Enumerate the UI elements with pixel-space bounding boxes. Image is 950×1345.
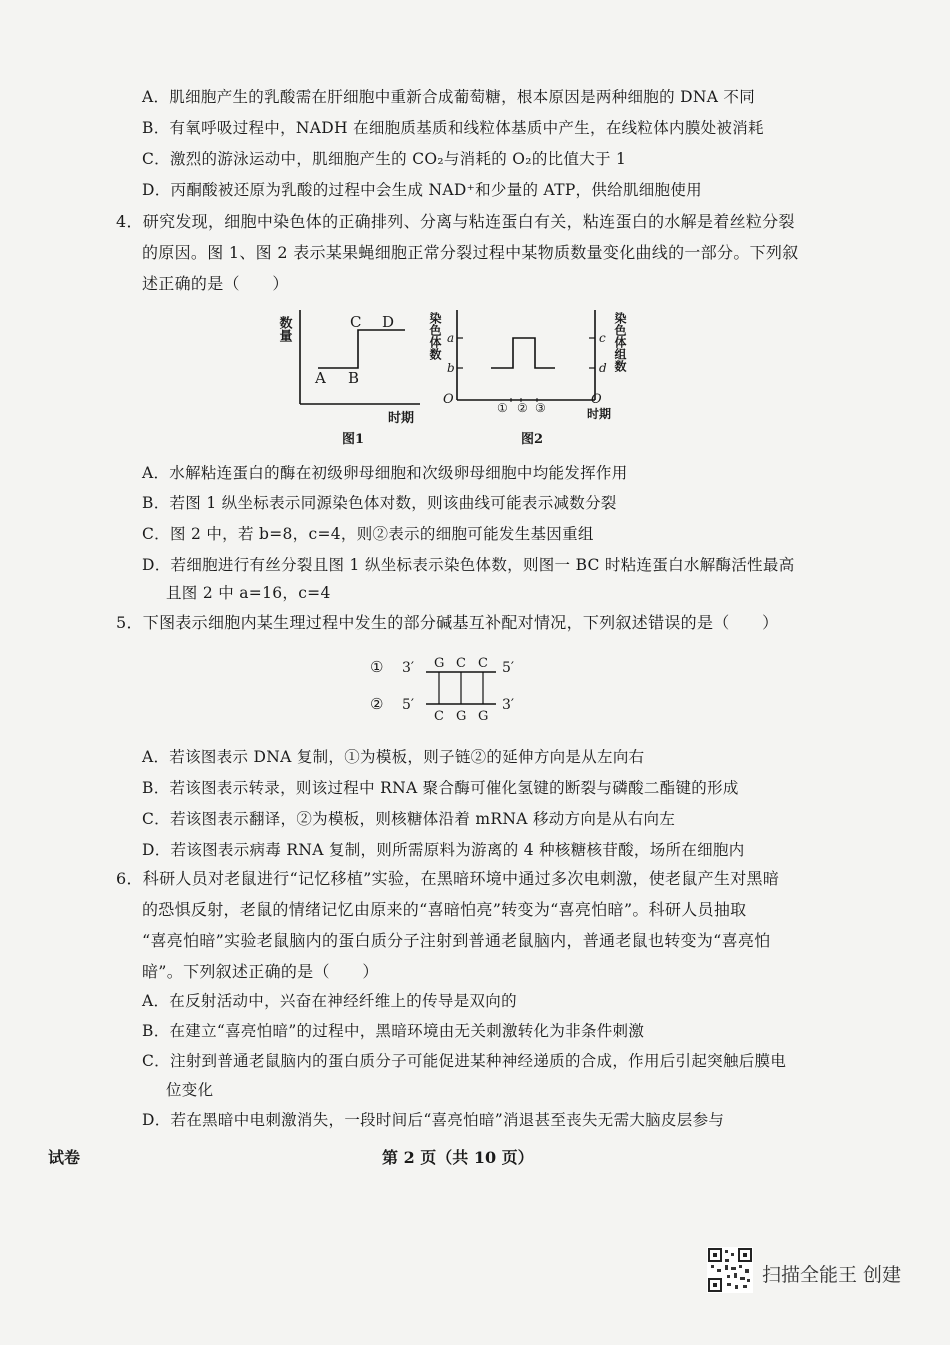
q6-option-a: A．在反射活动中，兴奋在神经纤维上的传导是双向的 [142, 992, 517, 1010]
q5-option-b: B．若该图表示转录，则该过程中 RNA 聚合酶可催化氢键的断裂与磷酸二酯键的形成 [142, 779, 739, 797]
q3-option-a: A．肌细胞产生的乳酸需在肝细胞中重新合成葡萄糖，根本原因是两种细胞的 DNA 不同 [142, 88, 756, 106]
strand-1-base-1: G [434, 656, 445, 671]
fig2-mark-2: ② [517, 401, 528, 415]
fig2-ylabel-right: 染色体组数 [613, 312, 627, 372]
fig1-point-d: D [382, 313, 395, 331]
q5-option-c: C．若该图表示翻译，②为模板，则核糖体沿着 mRNA 移动方向是从右向左 [142, 810, 676, 828]
fig2-tick-a: a [447, 331, 455, 345]
scanner-watermark: 扫描全能王 创建 [762, 1264, 902, 1286]
strand-2-base-3: G [478, 709, 489, 724]
q4-option-a: A．水解粘连蛋白的酶在初级卵母细胞和次级卵母细胞中均能发挥作用 [142, 464, 628, 482]
fig2-xlabel: 时期 [587, 407, 612, 421]
q6-stem-line4: 暗”。下列叙述正确的是（ ） [142, 962, 379, 981]
q4-option-d: D．若细胞进行有丝分裂且图 1 纵坐标表示染色体数，则图一 BC 时粘连蛋白水解酶活性最高 [142, 556, 795, 574]
fig2-caption: 图2 [521, 432, 544, 447]
q6-stem-line3: “喜亮怕暗”实验老鼠脑内的蛋白质分子注射到普通老鼠脑内，普通老鼠也转变为“喜亮怕 [142, 931, 771, 950]
q6-option-c: C．注射到普通老鼠脑内的蛋白质分子可能促进某种神经递质的合成，作用后引起突触后膜电 [142, 1052, 787, 1070]
fig2-tick-d: d [599, 361, 607, 375]
figure-1 [270, 300, 430, 450]
strand-1-base-2: C [456, 656, 466, 671]
strand-2-base-2: G [456, 709, 467, 724]
footer-label: 试卷 [48, 1148, 81, 1167]
q5-stem: 5．下图表示细胞内某生理过程中发生的部分碱基互补配对情况，下列叙述错误的是（ ） [116, 613, 779, 632]
q6-stem-line2: 的恐惧反射，老鼠的情绪记忆由原来的“喜暗怕亮”转变为“喜亮怕暗”。科研人员抽取 [142, 900, 747, 919]
fig2-tick-c: c [599, 331, 606, 345]
q6-option-d: D．若在黑暗中电刺激消失，一段时间后“喜亮怕暗”消退甚至丧失无需大脑皮层参与 [142, 1111, 725, 1129]
q4-stem-line3: 述正确的是（ ） [142, 274, 289, 293]
fig2-mark-1: ① [497, 401, 508, 415]
fig2-mark-3: ③ [535, 401, 546, 415]
fig1-curve [318, 330, 405, 368]
q3-option-c: C．激烈的游泳运动中，肌细胞产生的 CO₂与消耗的 O₂的比值大于 1 [142, 150, 627, 168]
strand-1-right-end: 5′ [502, 660, 515, 676]
q6-stem-line1: 6．科研人员对老鼠进行“记忆移植”实验，在黑暗环境中通过多次电刺激，使老鼠产生对黑暗 [116, 869, 780, 888]
fig2-tick-b: b [447, 361, 455, 375]
fig1-point-a: A [315, 369, 326, 387]
fig2-curve [491, 338, 555, 368]
q5-option-d: D．若该图表示病毒 RNA 复制，则所需原料为游离的 4 种核糖核苷酸，场所在细胞内 [142, 841, 745, 859]
fig2-origin-right: O [591, 392, 602, 407]
q4-stem-line1: 4．研究发现，细胞中染色体的正确排列、分离与粘连蛋白有关，粘连蛋白的水解是着丝粒分裂 [116, 212, 795, 231]
figure-2 [425, 300, 640, 450]
fig1-point-c: C [350, 313, 362, 331]
strand-1-left-end: 3′ [402, 660, 415, 676]
strand-1-base-3: C [478, 656, 488, 671]
qr-code-icon [707, 1247, 753, 1293]
q4-option-c: C．图 2 中，若 b=8，c=4，则②表示的细胞可能发生基因重组 [142, 525, 594, 543]
page-number: 第 2 页（共 10 页） [382, 1148, 534, 1167]
fig2-ylabel-left: 染色体数 [428, 312, 442, 360]
strand-2-label: ② [370, 695, 384, 713]
q5-option-a: A．若该图表示 DNA 复制，①为模板，则子链②的延伸方向是从左向右 [142, 748, 645, 766]
strand-2-right-end: 3′ [502, 697, 515, 713]
strand-2-left-end: 5′ [402, 697, 415, 713]
fig1-caption: 图1 [342, 432, 365, 447]
q4-option-b: B．若图 1 纵坐标表示同源染色体对数，则该曲线可能表示减数分裂 [142, 494, 617, 512]
q4-stem-line2: 的原因。图 1、图 2 表示某果蝇细胞正常分裂过程中某物质数量变化曲线的一部分。下列叙 [142, 243, 799, 262]
base-pairing-diagram [368, 652, 538, 728]
q3-option-d: D．丙酮酸被还原为乳酸的过程中会生成 NAD⁺和少量的 ATP，供给肌细胞使用 [142, 181, 702, 199]
fig1-point-b: B [348, 369, 360, 387]
fig1-ylabel: 数量 [276, 316, 292, 342]
fig2-origin-left: O [443, 392, 454, 407]
fig1-xlabel: 时期 [388, 411, 415, 426]
q3-option-b: B．有氧呼吸过程中，NADH 在细胞质基质和线粒体基质中产生，在线粒体内膜处被消耗 [142, 119, 764, 137]
strand-1-label: ① [370, 658, 384, 676]
strand-2-base-1: C [434, 709, 444, 724]
q6-option-c-cont: 位变化 [166, 1081, 214, 1099]
q4-option-d-cont: 且图 2 中 a=16，c=4 [166, 584, 331, 602]
q6-option-b: B．在建立“喜亮怕暗”的过程中，黑暗环境由无关刺激转化为非条件刺激 [142, 1022, 645, 1040]
